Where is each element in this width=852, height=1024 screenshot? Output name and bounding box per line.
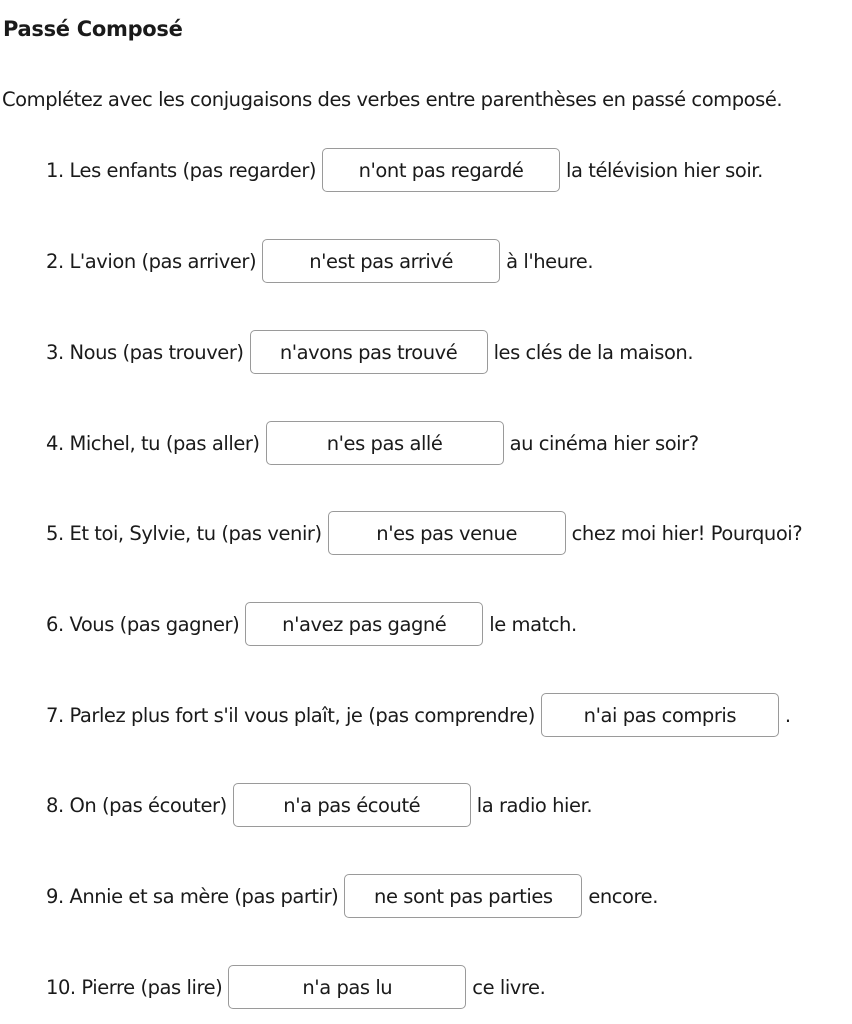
exercise-suffix: encore. [588,884,658,908]
exercise-prompt: 3. Nous (pas trouver) [46,340,244,364]
answer-input-9[interactable] [344,874,582,918]
exercise-suffix: au cinéma hier soir? [509,431,699,455]
answer-input-3[interactable] [250,330,488,374]
exercise-prompt: 1. Les enfants (pas regarder) [46,158,317,182]
exercise-suffix: le match. [489,612,577,636]
exercise-suffix: à l'heure. [506,249,594,273]
exercise-item-4 [46,420,699,466]
answer-input-8[interactable] [233,783,471,827]
exercise-prompt: 2. L'avion (pas arriver) [46,249,257,273]
answer-input-4[interactable] [266,421,504,465]
exercise-prompt: 8. On (pas écouter) [46,793,227,817]
exercise-suffix: ce livre. [472,975,546,999]
answer-input-5[interactable] [328,511,566,555]
exercise-prompt: 9. Annie et sa mère (pas partir) [46,884,339,908]
exercise-suffix: la télévision hier soir. [566,158,763,182]
exercise-prompt: 6. Vous (pas gagner) [46,612,240,636]
exercise-prompt: 5. Et toi, Sylvie, tu (pas venir) [46,521,322,545]
exercise-item-10 [46,964,545,1010]
exercise-suffix: chez moi hier! Pourquoi? [571,521,803,545]
exercise-prompt: 4. Michel, tu (pas aller) [46,431,260,455]
exercise-item-5 [46,510,802,556]
exercise-suffix: les clés de la maison. [493,340,694,364]
exercise-suffix: la radio hier. [476,793,593,817]
exercise-item-8 [46,782,592,828]
exercise-prompt: 7. Parlez plus fort s'il vous plaît, je (pas comprendre) [46,703,535,727]
exercise-suffix: . [784,703,791,727]
page-title: Passé Composé [3,17,183,41]
instruction-text: Complétez avec les conjugaisons des verbes entre parenthèses en passé composé. [2,88,783,111]
answer-input-10[interactable] [228,965,466,1009]
answer-input-7[interactable] [541,693,779,737]
exercise-item-1 [46,147,763,193]
answer-input-2[interactable] [262,239,500,283]
answer-input-6[interactable] [245,602,483,646]
exercise-item-2 [46,238,593,284]
exercise-prompt: 10. Pierre (pas lire) [46,975,223,999]
exercise-item-3 [46,329,693,375]
exercise-item-9 [46,873,658,919]
answer-input-1[interactable] [322,148,560,192]
exercise-item-7 [46,692,791,738]
exercise-item-6 [46,601,577,647]
